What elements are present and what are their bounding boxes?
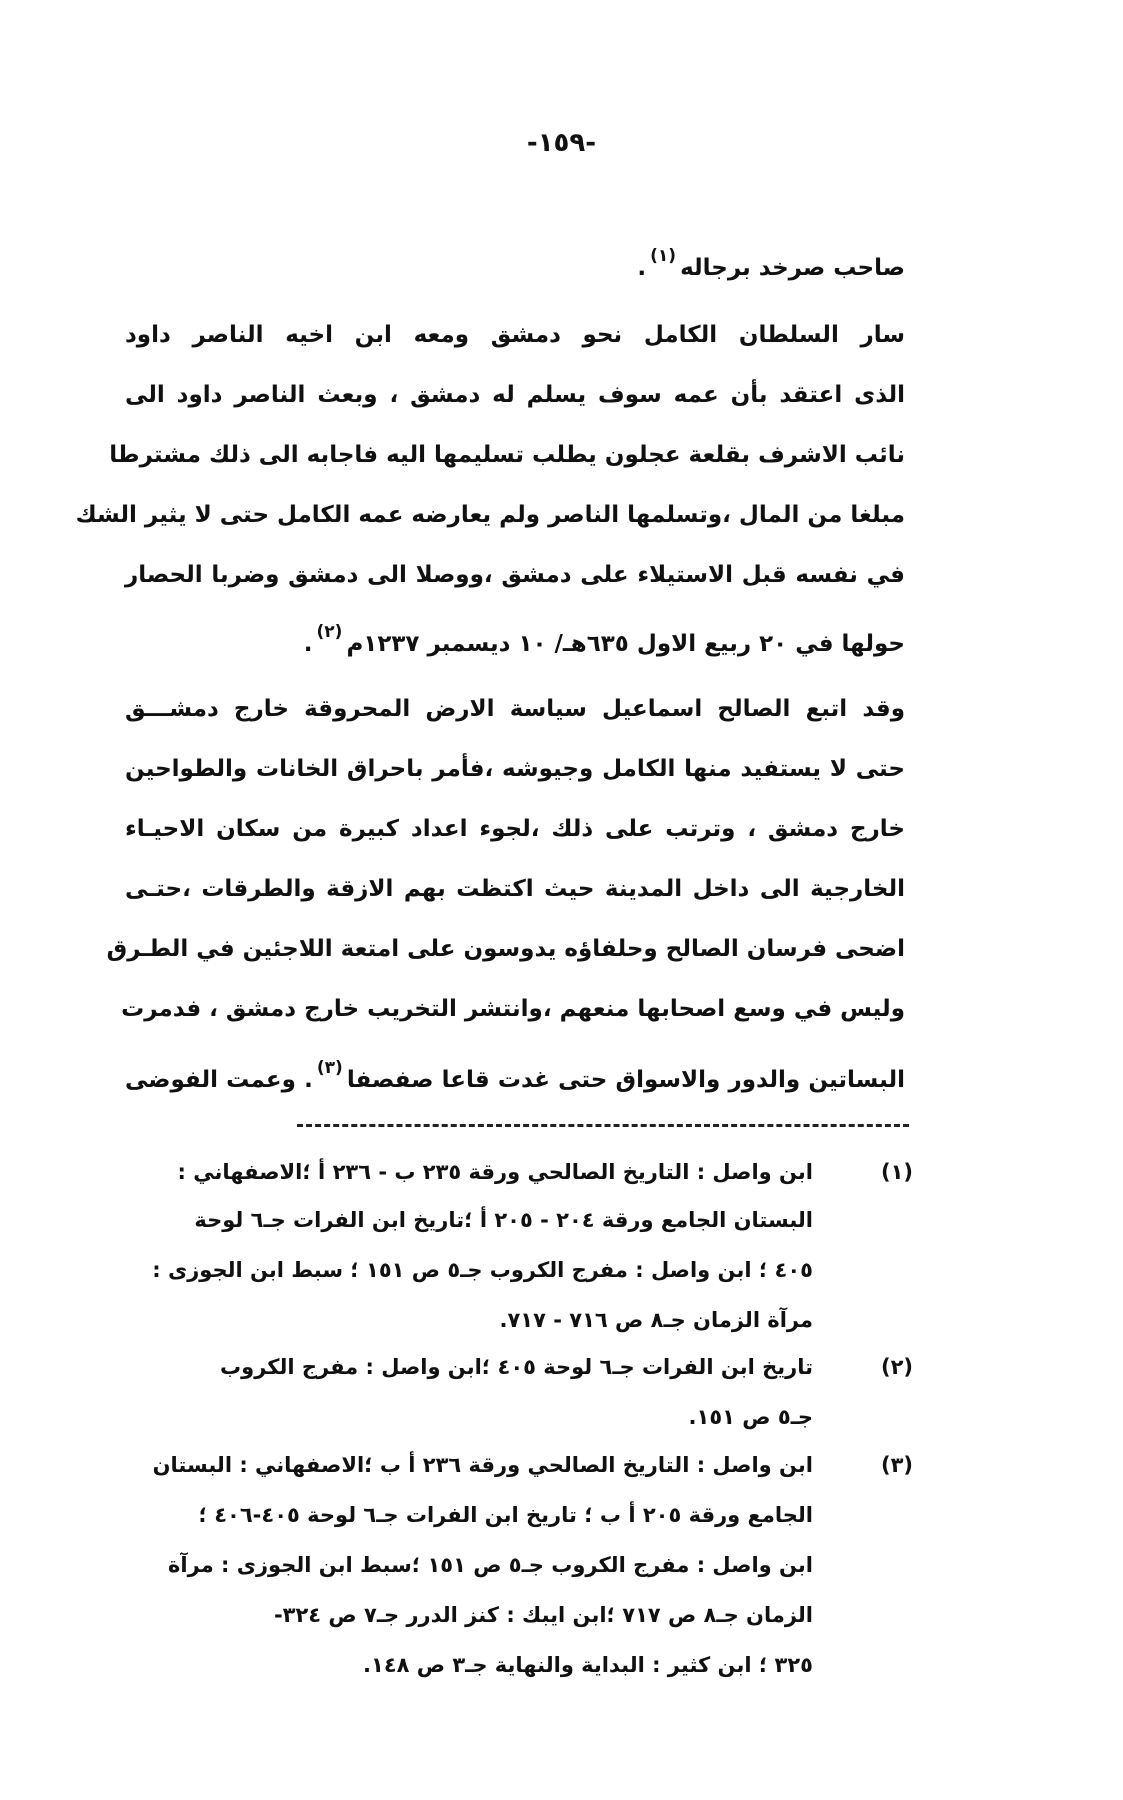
footnote-3-line: ابن واصل : التاريخ الصالحي ورقة ٢٣٦ أ ب ؛الاصفهاني : البستان xyxy=(152,1453,813,1477)
footnote-1-line: مرآة الزمان جـ٨ ص ٧١٦ - ٧١٧. xyxy=(499,1308,813,1332)
footnote-separator xyxy=(297,1124,909,1127)
opening-line xyxy=(637,246,905,281)
paragraph-1-line: سار السلطان الكامل نحو دمشق ومعه ابن اخيه الناصر داود xyxy=(125,322,905,348)
footnote-2-line: تاريخ ابن الفرات جـ٦ لوحة ٤٠٥ ؛ابن واصل : مفرج الكروب xyxy=(220,1355,813,1379)
footnote-number-1: (١) xyxy=(880,1160,913,1184)
page-number: -١٥٩- xyxy=(526,128,597,158)
footnote-1-line: البستان الجامع ورقة ٢٠٤ - ٢٠٥ أ ؛تاريخ ابن الفرات جـ٦ لوحة xyxy=(194,1208,813,1232)
paragraph-2-line: وليس في وسع اصحابها منعهم ،وانتشر التخريب خارج دمشق ، فدمرت xyxy=(121,996,905,1022)
paragraph-2-line: اضحى فرسان الصالح وحلفاؤه يدوسون على امتعة اللاجئين في الطـرق xyxy=(106,936,905,962)
footnote-3-line: ٣٢٥ ؛ ابن كثير : البداية والنهاية جـ٣ ص ١٤٨. xyxy=(363,1653,813,1677)
paragraph-1-line: الذى اعتقد بأن عمه سوف يسلم له دمشق ، وبعث الناصر داود الى xyxy=(125,382,905,408)
footnote-3-line: ابن واصل : مفرج الكروب جـ٥ ص ١٥١ ؛سبط ابن الجوزى : مرآة xyxy=(168,1553,813,1577)
footnote-3-line: الجامع ورقة ٢٠٥ أ ب ؛ تاريخ ابن الفرات جـ٦ لوحة ٤٠٥-٤٠٦ ؛ xyxy=(198,1503,813,1527)
footnote-ref-1: (١) xyxy=(650,246,677,266)
paragraph-2-last-line xyxy=(125,1058,905,1093)
paragraph-1-last-end: . xyxy=(303,631,313,657)
paragraph-1-line: في نفسه قبل الاستيلاء على دمشق ،ووصلا الى دمشق وضربا الحصار xyxy=(125,562,905,588)
paragraph-1-last-text: حولها في ٢٠ ربيع الاول ٦٣٥هـ/ ١٠ ديسمبر ١٢٣٧م xyxy=(346,631,905,657)
paragraph-2-line: خارج دمشق ، وترتب على ذلك ،لجوء اعداد كبيرة من سكان الاحيـاء xyxy=(125,816,905,842)
opening-end: . xyxy=(637,255,647,281)
paragraph-1-line: نائب الاشرف بقلعة عجلون يطلب تسليمها اليه فاجابه الى ذلك مشترطا xyxy=(109,442,905,468)
main-text xyxy=(75,0,905,1100)
paragraph-1-last-line xyxy=(304,622,905,657)
paragraph-2-last-text: البساتين والدور والاسواق حتى غدت قاعا صفصفا xyxy=(346,1067,905,1093)
paragraph-2-line: الخارجية الى داخل المدينة حيث اكتظت بهم الازقة والطرقات ،حتـى xyxy=(125,876,905,902)
footnote-number-3: (٣) xyxy=(880,1453,913,1477)
paragraph-2-line: وقد اتبع الصالح اسماعيل سياسة الارض المحروقة خارج دمشـــق xyxy=(125,696,905,722)
paragraph-2-last-end: . وعمت الفوضى xyxy=(125,1067,313,1093)
paragraph-2-line: حتى لا يستفيد منها الكامل وجيوشه ،فأمر باحراق الخانات والطواحين xyxy=(125,756,905,782)
footnote-3-line: الزمان جـ٨ ص ٧١٧ ؛ابن ايبك : كنز الدرر جـ٧ ص ٣٢٤- xyxy=(273,1603,813,1627)
footnote-number-2: (٢) xyxy=(880,1355,913,1379)
footnote-1-line: ٤٠٥ ؛ ابن واصل : مفرج الكروب جـ٥ ص ١٥١ ؛ سبط ابن الجوزى : xyxy=(152,1258,813,1282)
footnote-1-line: ابن واصل : التاريخ الصالحي ورقة ٢٣٥ ب - ٢٣٦ أ ؛الاصفهاني : xyxy=(177,1160,813,1184)
opening-text: صاحب صرخد برجاله xyxy=(680,255,905,281)
footnote-ref-3: (٣) xyxy=(316,1058,343,1078)
paragraph-1-line: مبلغا من المال ،وتسلمها الناصر ولم يعارضه عمه الكامل حتى لا يثير الشك xyxy=(75,502,905,528)
footnote-ref-2: (٢) xyxy=(316,622,343,642)
footnote-2-line: جـ٥ ص ١٥١. xyxy=(688,1405,813,1429)
